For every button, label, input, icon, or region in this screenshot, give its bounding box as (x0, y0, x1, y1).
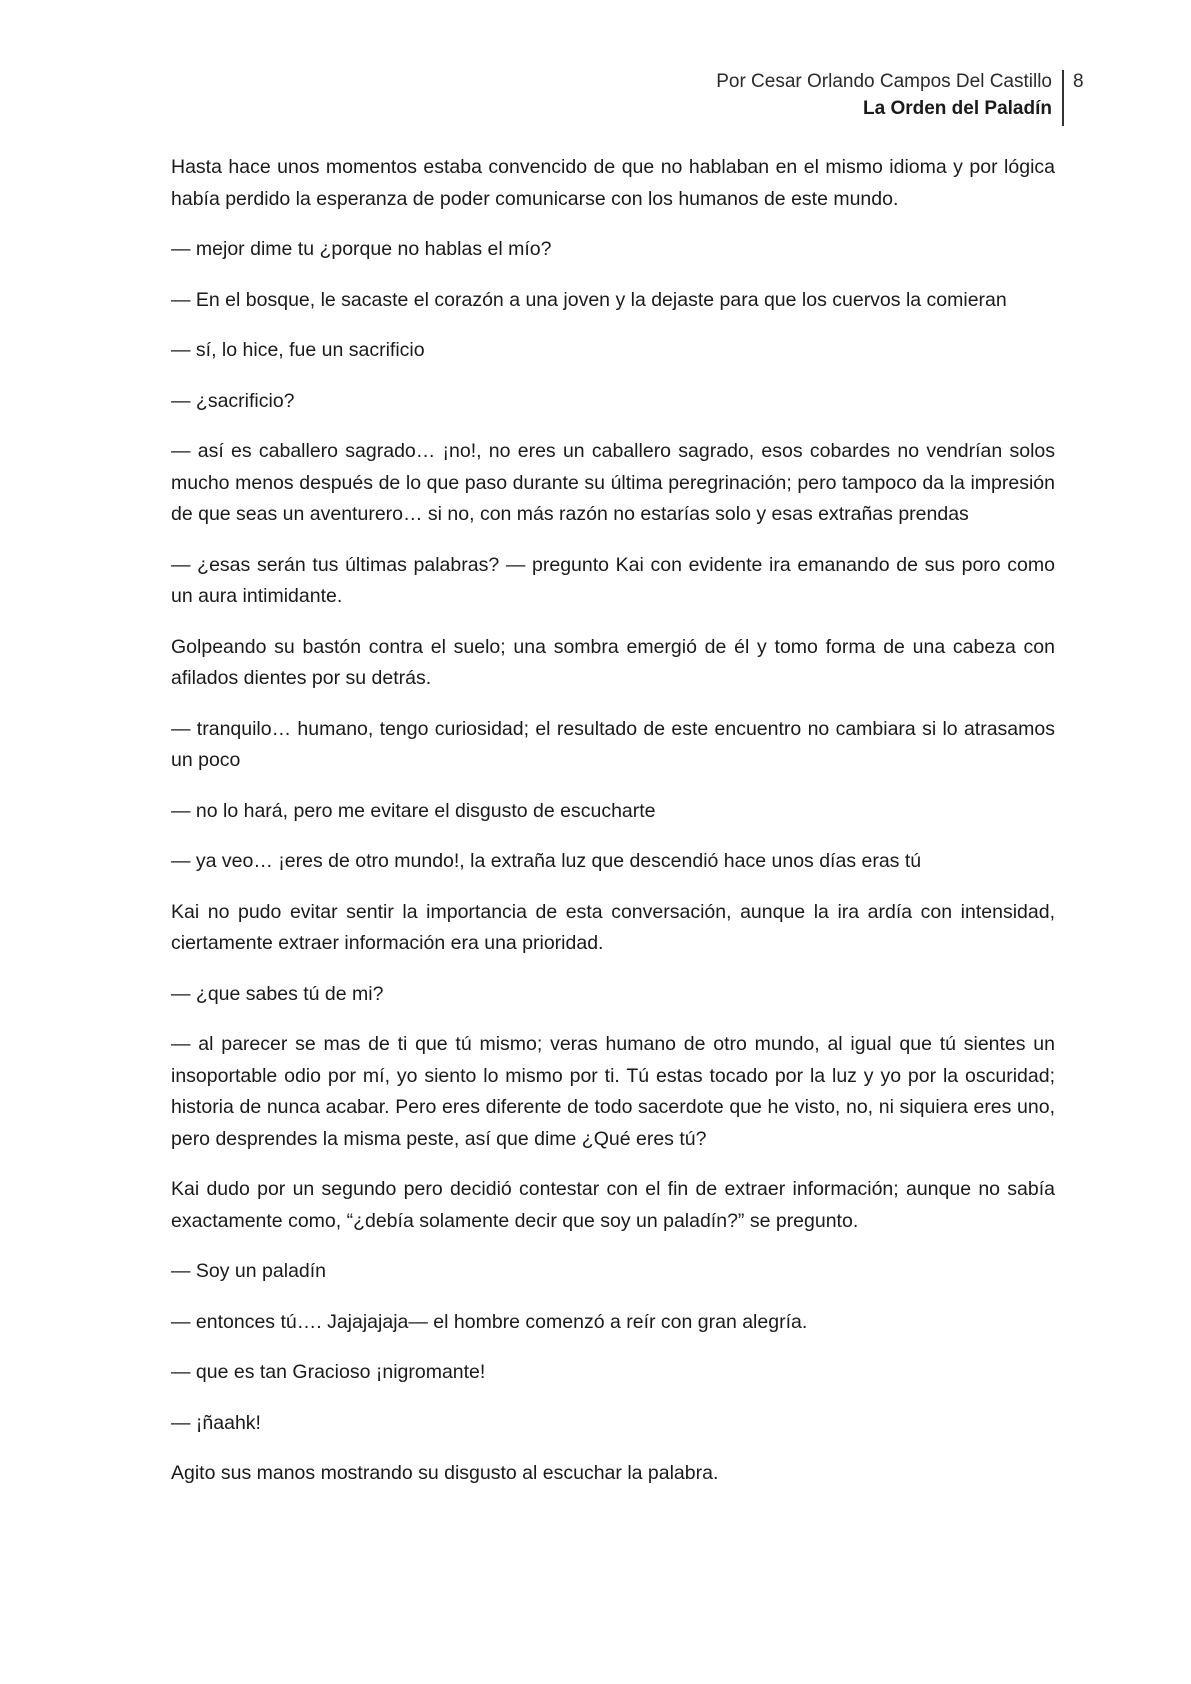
paragraph: — tranquilo… humano, tengo curiosidad; el resultado de este encuentro no cambiara si lo atrasamos un poco (171, 717, 1055, 771)
page-header (716, 68, 1052, 122)
paragraph: — ¿que sabes tú de mi? (171, 982, 384, 1005)
paragraph: Golpeando su bastón contra el suelo; una sombra emergió de él y tomo forma de una cabeza con afilados dientes por su detrás. (171, 635, 1055, 689)
header-book-title: La Orden del Paladín (863, 98, 1052, 119)
body-text (171, 152, 1055, 1509)
paragraph: — entonces tú…. Jajajajaja— el hombre comenzó a reír con gran alegría. (171, 1310, 808, 1333)
paragraph: Hasta hace unos momentos estaba convencido de que no hablaban en el mismo idioma y por lógica había perdido la esperanza de poder comunicarse con los humanos de este mundo. (171, 156, 1055, 210)
paragraph: Kai dudo por un segundo pero decidió contestar con el fin de extraer información; aunque no sabía exactamente como, “¿debía solamente decir que soy un paladín?” se pregunto. (171, 1178, 1055, 1232)
paragraph: Kai no pudo evitar sentir la importancia de esta conversación, aunque la ira ardía con intensidad, ciertamente extraer información era una prioridad. (171, 900, 1055, 954)
paragraph: Agito sus manos mostrando su disgusto al escuchar la palabra. (171, 1462, 719, 1484)
paragraph: — ¿sacrificio? (171, 389, 295, 412)
paragraph: — mejor dime tu ¿porque no hablas el mío? (171, 238, 552, 260)
paragraph: — así es caballero sagrado… ¡no!, no eres un caballero sagrado, esos cobardes no vendrían solos mucho menos después de lo que paso durante su última peregrinación; pero tampoco da la impresión de que seas un aventurero… si no, con más razón no estarías solo y esas extrañas prendas (171, 440, 1055, 525)
page-number: 8 (1073, 71, 1084, 92)
paragraph: — En el bosque, le sacaste el corazón a una joven y la dejaste para que los cuervos la comieran (171, 288, 1007, 311)
paragraph: — ¡ñaahk! (171, 1411, 261, 1434)
paragraph: — sí, lo hice, fue un sacrificio (171, 339, 425, 361)
paragraph: — no lo hará, pero me evitare el disgusto de escucharte (171, 799, 656, 822)
header-divider (1062, 70, 1064, 126)
paragraph: — Soy un paladín (171, 1260, 327, 1282)
paragraph: — ya veo… ¡eres de otro mundo!, la extraña luz que descendió hace unos días eras tú (171, 850, 922, 872)
paragraph: — ¿esas serán tus últimas palabras? — pregunto Kai con evidente ira emanando de sus poro como un aura intimidante. (171, 553, 1055, 607)
paragraph: — que es tan Gracioso ¡nigromante! (171, 1361, 486, 1383)
paragraph: — al parecer se mas de ti que tú mismo; veras humano de otro mundo, al igual que tú sientes un insoportable odio por mí, yo siento lo mismo por ti. Tú estas tocado por la luz y yo por la oscuridad; historia de nunca acabar. Pero eres diferente de todo sacerdote que he visto, no, ni siquiera eres uno, pero desprendes la misma peste, así que dime ¿Qué eres tú? (171, 1033, 1055, 1150)
header-author: Por Cesar Orlando Campos Del Castillo (716, 71, 1052, 92)
